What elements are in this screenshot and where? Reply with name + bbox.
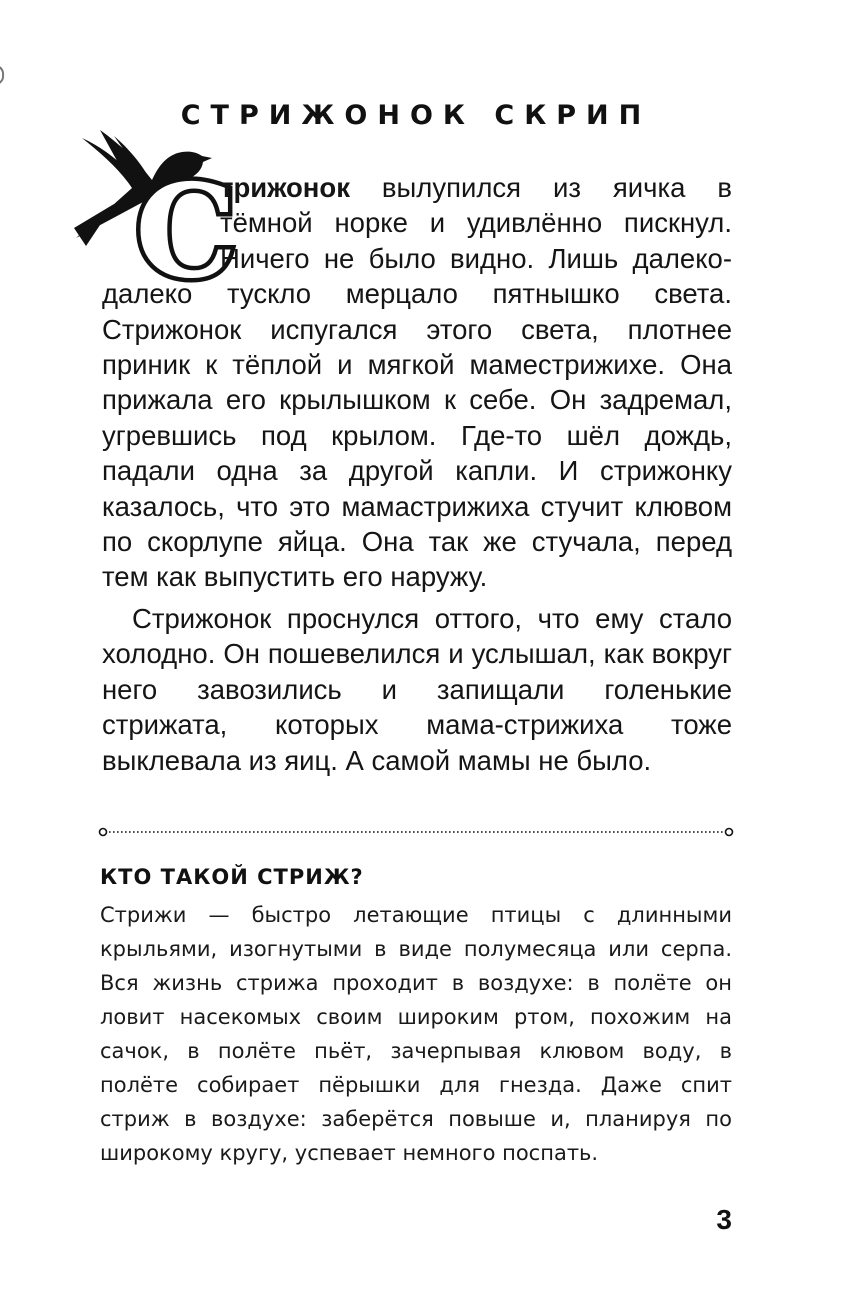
section-divider [98,826,734,838]
info-box-text: Стрижи — быстро летающие птицы с длинными крыльями, изогнутыми в виде полумесяца или серпа. Вся жизнь стрижа проходит в воздухе: в полёте он ловит насекомых своим широким ртом, похожим на сачок, в полёте пьёт, зачерпывая клювом воду, в полёте собирает пёрышки для гнезда. Даже спит стриж в воздухе: заберётся повыше и, планируя по широкому кругу, успевает немного поспать. [100,903,732,1165]
page-number: 3 [716,1204,732,1235]
story-paragraph-1-text: вылупился из яичка в тёмной норке и удивлённо пискнул. Ничего не было видно. Лишь далеко-далеко тускло мерцало пятнышко света. Стрижонок испугался этого света, плотнее приник к тёплой и мягкой маместрижихе. Она прижала его крылышком к себе. Он задремал, угревшись под крылом. Где-то шёл дождь, падали одна за другой капли. И стрижонку казалось, что это мамастрижиха стучит клювом по скорлупе яйца. Она так же стучала, перед тем как выпустить его наружу. [102,172,732,593]
chapter-title: СТРИЖОНОК СКРИП [180,100,652,131]
corner-ornament-icon [0,62,10,88]
info-box-title: КТО ТАКОЙ СТРИЖ? [100,865,364,889]
drop-cap-letter: С [135,157,237,307]
story-paragraph-1 [102,170,732,595]
drop-cap-space [102,170,220,272]
story-lead-word: трижонок [220,172,350,203]
story-text [102,170,732,778]
story-paragraph-2: Стрижонок проснулся оттого, что ему стало холодно. Он пошевелился и услышал, как вокруг него завозились и запищали голенькие стрижата, которых мама-стрижиха тоже выклевала из яиц. А самой мамы не было. [102,602,732,776]
